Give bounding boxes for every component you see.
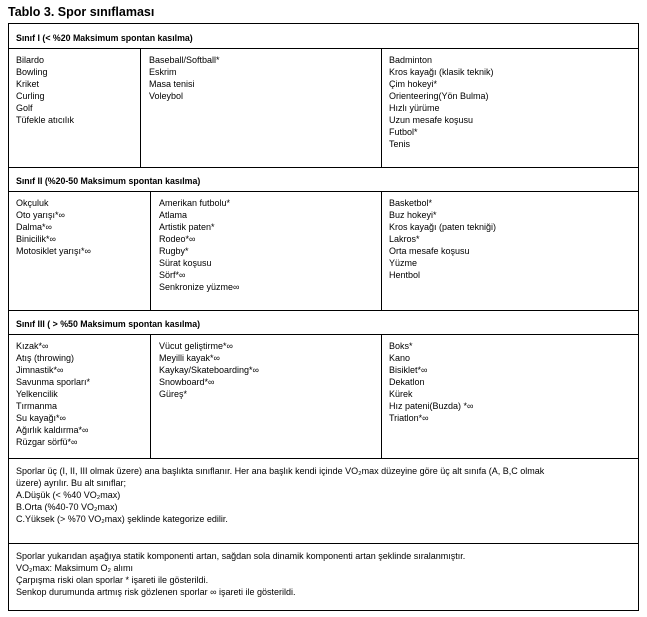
list-item: Dalma*∞ [16, 222, 52, 232]
list-item: Kürek [389, 389, 413, 399]
note-line: Senkop durumunda artmış risk gözlenen sporlar ∞ işareti ile gösterildi. [16, 587, 296, 597]
list-item: Snowboard*∞ [159, 377, 215, 387]
list-item: Bowling [16, 67, 48, 77]
list-item: Kaykay/Skateboarding*∞ [159, 365, 259, 375]
note-line: C.Yüksek (> %70 VO₂max) şeklinde kategorize edilir. [16, 514, 228, 524]
divider [9, 543, 638, 544]
list-item: Savunma sporları* [16, 377, 91, 387]
list-item: Binicilik*∞ [16, 234, 56, 244]
list-item: Hız pateni(Buzda) *∞ [389, 401, 474, 411]
note-subclasses [16, 465, 628, 525]
section-2-header: Sınıf II (%20-50 Maksimum spontan kasılma) [16, 176, 201, 186]
divider [381, 48, 382, 167]
list-item: Tenis [389, 139, 411, 149]
section-3-col-1 [16, 340, 90, 448]
divider [9, 191, 638, 192]
section-1-col-3 [389, 54, 494, 150]
list-item: Sürat koşusu [159, 258, 212, 268]
divider [140, 48, 141, 167]
list-item: Kızak*∞ [16, 341, 49, 351]
note-line: VO₂max: Maksimum O₂ alımı [16, 563, 133, 573]
list-item: Voleybol [149, 91, 184, 101]
list-item: Buz hokeyi* [389, 210, 437, 220]
divider [9, 334, 638, 335]
list-item: Eskrim [149, 67, 177, 77]
list-item: Tırmanma [16, 401, 58, 411]
list-item: Amerikan futbolu* [159, 198, 231, 208]
list-item: Lakros* [389, 234, 420, 244]
divider [9, 167, 638, 168]
list-item: Tüfekle atıcılık [16, 115, 75, 125]
list-item: Atlama [159, 210, 188, 220]
list-item: Hızlı yürüme [389, 103, 440, 113]
divider [9, 310, 638, 311]
list-item: Çim hokeyi* [389, 79, 438, 89]
section-3-col-3 [389, 340, 473, 424]
note-line: Sporlar yukarıdan aşağıya statik komponenti artan, sağdan sola dinamik komponenti artan şeklinde sıralanmıştır. [16, 551, 466, 561]
section-2-col-1 [16, 197, 91, 257]
list-item: Basketbol* [389, 198, 433, 208]
list-item: Rüzgar sörfü*∞ [16, 437, 78, 447]
section-2-col-3 [389, 197, 496, 281]
list-item: Motosiklet yarışı*∞ [16, 246, 91, 256]
list-item: Badminton [389, 55, 433, 65]
list-item: Jimnastik*∞ [16, 365, 64, 375]
list-item: Dekatlon [389, 377, 425, 387]
list-item: Ağırlık kaldırma*∞ [16, 425, 89, 435]
list-item: Kano [389, 353, 411, 363]
list-item: Orienteering(Yön Bulma) [389, 91, 489, 101]
list-item: Yelkencilik [16, 389, 58, 399]
list-item: Vücut geliştirme*∞ [159, 341, 233, 351]
section-1-header: Sınıf I (< %20 Maksimum spontan kasılma) [16, 33, 193, 43]
list-item: Masa tenisi [149, 79, 195, 89]
list-item: Rodeo*∞ [159, 234, 196, 244]
section-1-col-2 [149, 54, 220, 102]
list-item: Okçuluk [16, 198, 49, 208]
list-item: Uzun mesafe koşusu [389, 115, 474, 125]
note-line: A.Düşük (< %40 VO₂max) [16, 490, 121, 500]
list-item: Sörf*∞ [159, 270, 186, 280]
list-item: Triatlon*∞ [389, 413, 429, 423]
divider [9, 458, 638, 459]
note-line: üzere) ayrılır. Bu alt sınıflar; [16, 478, 127, 488]
divider [381, 191, 382, 310]
section-2-col-2 [159, 197, 239, 293]
divider [150, 334, 151, 458]
list-item: Kros kayağı (paten tekniği) [389, 222, 497, 232]
list-item: Kriket [16, 79, 40, 89]
list-item: Güreş* [159, 389, 188, 399]
note-legend [16, 550, 628, 598]
list-item: Golf [16, 103, 33, 113]
section-3-col-2 [159, 340, 259, 400]
note-line: Çarpışma riski olan sporlar * işareti ile gösterildi. [16, 575, 209, 585]
section-3-header: Sınıf III ( > %50 Maksimum spontan kasılma) [16, 319, 201, 329]
list-item: Bisiklet*∞ [389, 365, 428, 375]
list-item: Curling [16, 91, 45, 101]
list-item: Bilardo [16, 55, 45, 65]
list-item: Futbol* [389, 127, 418, 137]
section-1-col-1 [16, 54, 74, 126]
divider [9, 48, 638, 49]
note-line: B.Orta (%40-70 VO₂max) [16, 502, 118, 512]
list-item: Senkronize yüzme∞ [159, 282, 240, 292]
list-item: Kros kayağı (klasik teknik) [389, 67, 494, 77]
list-item: Meyilli kayak*∞ [159, 353, 220, 363]
note-line: Sporlar üç (I, II, III olmak üzere) ana başlıkta sınıflanır. Her ana başlık kendi içinde VO₂max düzeyine göre üç alt sınıfa (A, B,C olmak [16, 466, 545, 476]
list-item: Yüzme [389, 258, 418, 268]
list-item: Oto yarışı*∞ [16, 210, 65, 220]
list-item: Atış (throwing) [16, 353, 75, 363]
list-item: Boks* [389, 341, 413, 351]
list-item: Baseball/Softball* [149, 55, 220, 65]
list-item: Hentbol [389, 270, 421, 280]
divider [150, 191, 151, 310]
list-item: Rugby* [159, 246, 189, 256]
list-item: Artistik paten* [159, 222, 215, 232]
divider [381, 334, 382, 458]
table-caption: Tablo 3. Spor sınıflaması [8, 5, 155, 19]
classification-table [8, 23, 639, 611]
list-item: Orta mesafe koşusu [389, 246, 470, 256]
list-item: Su kayağı*∞ [16, 413, 66, 423]
